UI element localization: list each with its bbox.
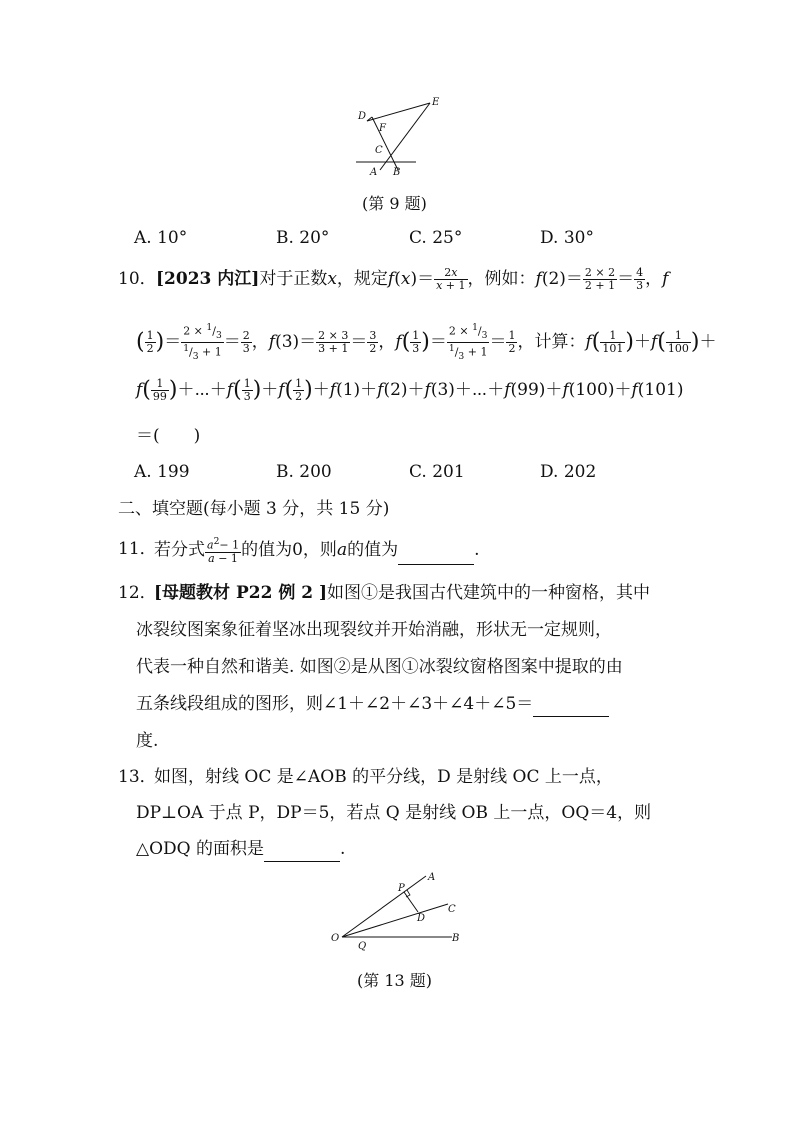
figure-13-caption: (第 13 题)	[357, 971, 433, 990]
q11-number: 11．	[118, 539, 157, 559]
q12-tag: [母题教材 P22 例 2 ]	[154, 583, 328, 603]
figure-13-diagram	[328, 870, 468, 952]
q10-line-3: f( $\frac{1}{99}$ )＋⋯＋f( $\frac{1}{3}$ )＋f( $\frac{1}{2}$ )＋f(1)＋f(2)＋f(3)＋⋯＋f(99)＋f(100)＋f(101)	[136, 377, 684, 403]
label-A: A	[428, 872, 436, 883]
q10-option-d: D. 202	[540, 462, 597, 482]
q10-text-c: ，例如：	[467, 269, 536, 289]
q12-line-4-text: 五条线段组成的图形，则∠1＋∠2＋∠3＋∠4＋∠5＝	[136, 694, 534, 714]
label-A: A	[370, 167, 378, 178]
q9-option-a: A. 10°	[134, 228, 188, 248]
q12-line-1	[154, 580, 650, 606]
q10-option-b: B. 200	[276, 462, 332, 482]
q11-answer-blank[interactable]	[398, 546, 474, 565]
q13-number: 13．	[118, 767, 157, 787]
label-B: B	[452, 933, 460, 944]
label-B: B	[393, 167, 401, 178]
label-F: F	[379, 123, 386, 134]
q12-line-5: 度.	[136, 731, 159, 751]
q11-text-a: 若分式	[154, 539, 205, 560]
q13-line-3	[136, 836, 345, 862]
q12-line-3: 代表一种自然和谐美. 如图②是从图①冰裂纹窗格图案中提取的由	[136, 657, 623, 677]
figure-9-caption: (第 9 题)	[362, 194, 427, 213]
q13-line-3-text: △ODQ 的面积是	[136, 839, 264, 859]
q11-end: .	[474, 539, 480, 560]
q12-answer-blank[interactable]	[533, 698, 609, 717]
q11-var: a	[336, 539, 348, 560]
q12-line-1-text: 如图①是我国古代建筑中的一种窗格，其中	[327, 583, 651, 603]
q10-line-4: ＝( )	[136, 426, 201, 446]
q9-option-d: D. 30°	[540, 228, 594, 248]
q10-text-a: 对于正数	[259, 269, 328, 289]
label-E: E	[432, 97, 440, 108]
label-Q: Q	[358, 941, 367, 952]
q13-end: .	[339, 839, 346, 859]
label-D: D	[358, 111, 367, 122]
q10-option-c: C. 201	[409, 462, 465, 482]
q10-text-b: ，规定	[336, 269, 388, 289]
q11-text-b: 的值为0，则	[241, 539, 337, 560]
label-C: C	[448, 904, 456, 915]
q11-text-c: 的值为	[347, 539, 399, 560]
q13-line-1: 如图，射线 OC 是∠AOB 的平分线，D 是射线 OC 上一点，	[154, 767, 613, 787]
section-2-heading: 二、填空题(每小题 3 分，共 15 分)	[118, 499, 390, 519]
q10-number: 10．	[118, 269, 157, 289]
q13-answer-blank[interactable]	[264, 843, 340, 862]
q10-tag: [2023 内江]	[156, 269, 260, 289]
label-P: P	[398, 883, 405, 894]
label-O: O	[331, 933, 340, 944]
q13-line-2: DP⊥OA 于点 P，DP＝5，若点 Q 是射线 OB 上一点，OQ＝4，则	[136, 803, 652, 823]
q9-option-c: C. 25°	[409, 228, 463, 248]
label-D: D	[417, 913, 426, 924]
q10-option-a: A. 199	[134, 462, 190, 482]
q11-line: 若分式 $\frac{a^2- 1}{a - 1}$ 的值为0，则a的值为 .	[154, 536, 480, 565]
q10-line-2: ( $\frac{1}{2}$ )＝ $\frac{2 \times ^1/_3}{^1/_3 + 1}$ ＝ $\frac{2}{3}$ ，f(3)＝ $\frac{2 \times 3}{3 + 1}$ ＝ $\frac{3}{2}$ ，f( $\frac{1}{3}$ )＝ $\frac{2 \times ^1/_3}{^1/_3 + 1}$ ＝ $\frac{1}{2}$ ，计算：f( $\frac{1}{101}$ )＋f( $\frac{1}{100}$ )＋	[136, 322, 717, 362]
q12-line-2: 冰裂纹图案象征着坚冰出现裂纹并开始消融，形状无一定规则，	[136, 620, 612, 640]
q10-line-1: [2023 内江]对于正数x，规定f(x)＝ $\frac{2x}{x + 1}$ ，例如：f(2)＝ $\frac{2 \times 2}{2 + 1}$ ＝ $\frac{4}{3}$ ，f	[156, 266, 669, 292]
q12-line-4	[136, 691, 609, 717]
figure-9-diagram	[350, 95, 440, 178]
q12-number: 12．	[118, 583, 157, 603]
label-C: C	[375, 145, 383, 156]
q9-option-b: B. 20°	[276, 228, 330, 248]
